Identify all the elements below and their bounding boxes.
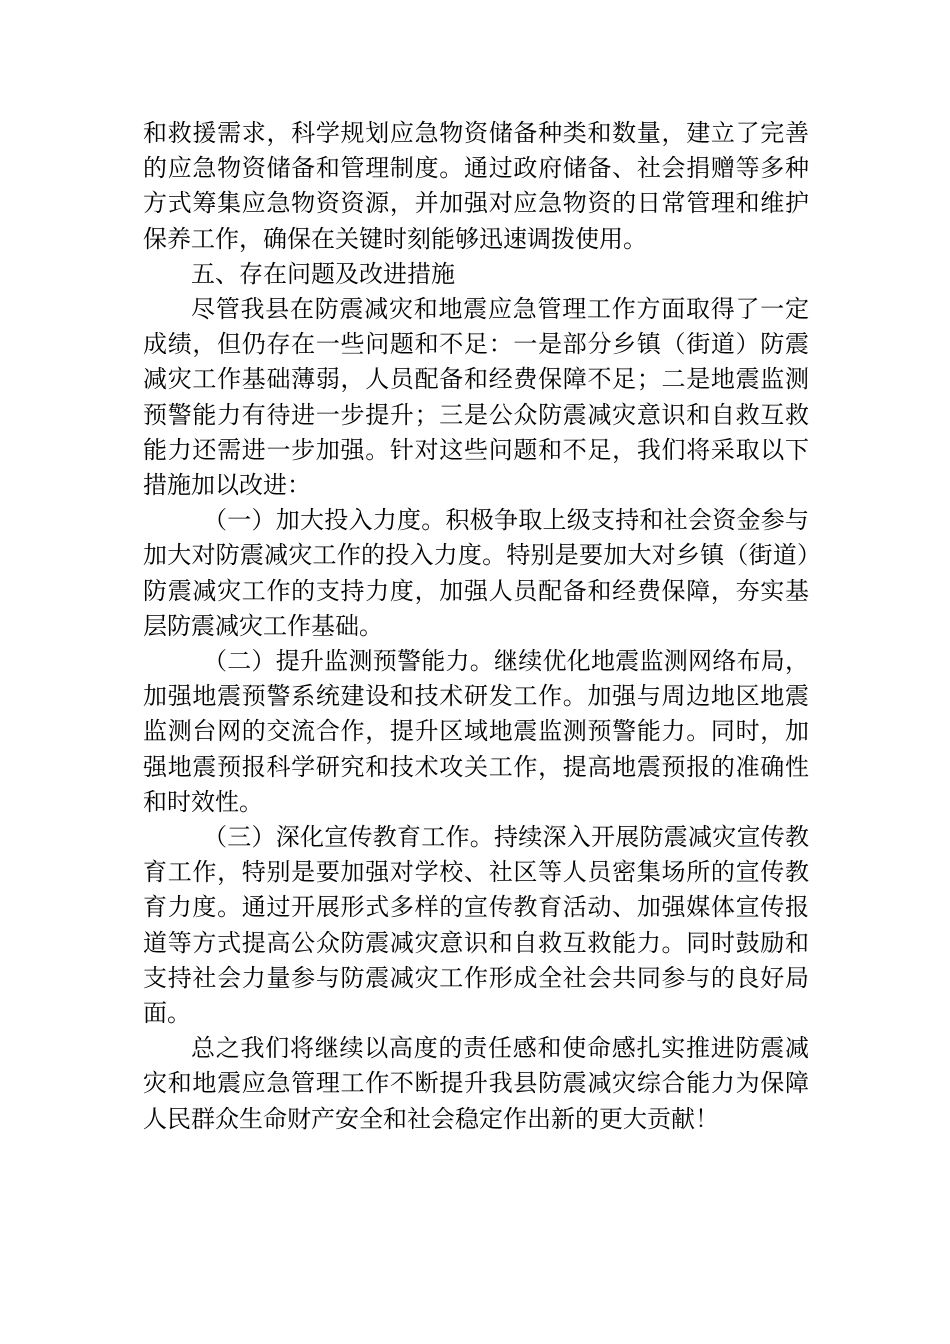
document-body bbox=[143, 116, 809, 1137]
section-heading: 五、存在问题及改进措施 bbox=[191, 259, 455, 288]
paragraph-measure-1: （一）加大投入力度。积极争取上级支持和社会资金参与加大对防震减灾工作的投入力度。特别是要加大对乡镇（街道）防震减灾工作的支持力度，加强人员配备和经费保障，夯实基层防震减灾工作基础。 bbox=[143, 506, 809, 640]
paragraph-continuation: 和救援需求，科学规划应急物资储备种类和数量，建立了完善的应急物资储备和管理制度。通过政府储备、社会捐赠等多种方式筹集应急物资资源，并加强对应急物资的日常管理和维护保养工作，确保在关键时刻能够迅速调拨使用。 bbox=[143, 119, 809, 253]
paragraph-problems: 尽管我县在防震减灾和地震应急管理工作方面取得了一定成绩，但仍存在一些问题和不足：一是部分乡镇（街道）防震减灾工作基础薄弱，人员配备和经费保障不足；二是地震监测预警能力有待进一步提升；三是公众防震减灾意识和自救互救能力还需进一步加强。针对这些问题和不足，我们将采取以下措施加以改进： bbox=[143, 295, 809, 500]
paragraph-measure-3: （三）深化宣传教育工作。持续深入开展防震减灾宣传教育工作，特别是要加强对学校、社区等人员密集场所的宣传教育力度。通过开展形式多样的宣传教育活动、加强媒体宣传报道等方式提高公众防震减灾意识和自救互救能力。同时鼓励和支持社会力量参与防震减灾工作形成全社会共同参与的良好局面。 bbox=[143, 823, 809, 1028]
paragraph-conclusion: 总之我们将继续以高度的责任感和使命感扎实推进防震减灾和地震应急管理工作不断提升我县防震减灾综合能力为保障人民群众生命财产安全和社会稳定作出新的更大贡献！ bbox=[143, 1034, 809, 1133]
paragraph-measure-2: （二）提升监测预警能力。继续优化地震监测网络布局，加强地震预警系统建设和技术研发工作。加强与周边地区地震监测台网的交流合作，提升区域地震监测预警能力。同时，加强地震预报科学研究和技术攻关工作，提高地震预报的准确性和时效性。 bbox=[143, 647, 809, 816]
